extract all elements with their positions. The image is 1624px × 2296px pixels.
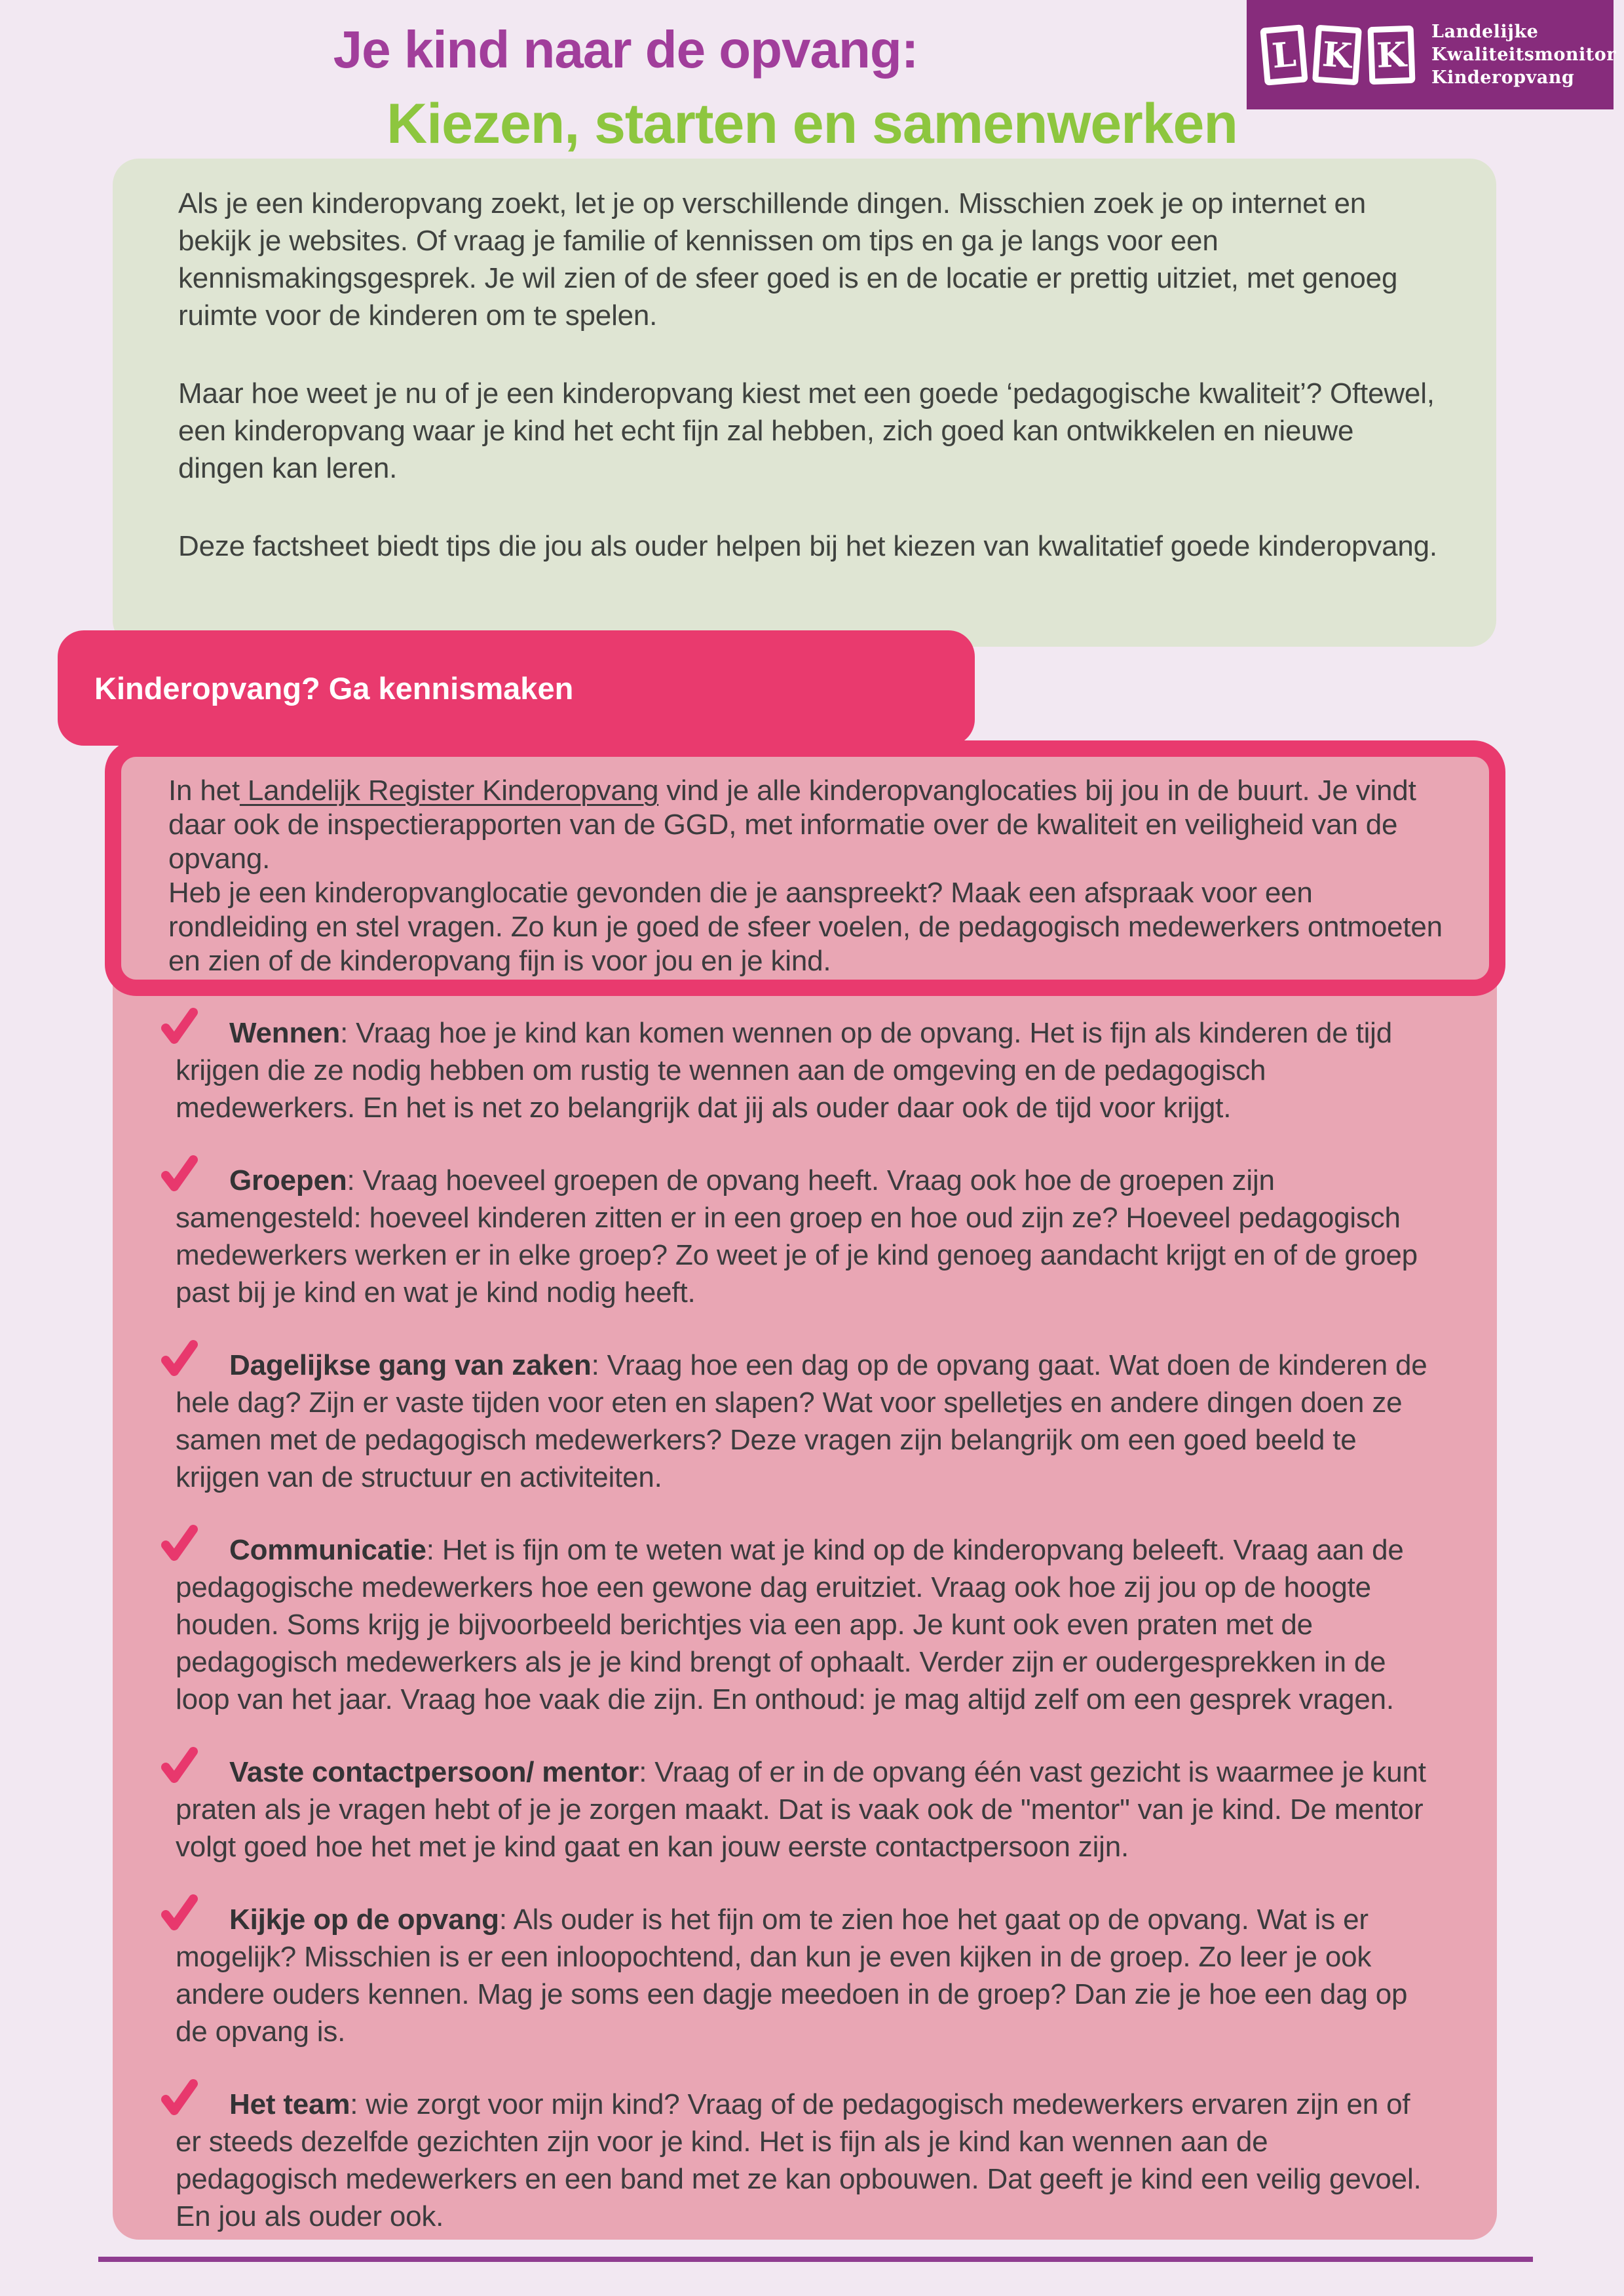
checklist-item-text: : Vraag hoe je kind kan komen wennen op de opvang. Het is fijn als kinderen de tijd krijgen die ze nodig hebben om rustig te wennen aan de omgeving en de pedagogisch medewerkers. En het is net zo belangrijk dat jij als ouder daar ook de tijd voor krijgt.	[176, 1017, 1393, 1124]
register-text-prefix: In het	[168, 775, 240, 807]
checkmark-icon	[160, 1154, 199, 1195]
checklist-item-text: : Vraag hoe een dag op de opvang gaat. Wat doen de kinderen de hele dag? Zijn er vaste tijden voor eten en slapen? Wat voor spelletjes en andere dingen doen ze samen met de pedagogisch medewerkers? Deze vragen zijn belangrijk om een goed beeld te krijgen van de structuur en activiteiten.	[176, 1349, 1427, 1493]
intro-paragraph-3: Deze factsheet biedt tips die jou als ouder helpen bij het kiezen van kwalitatief goede kinderopvang.	[178, 530, 1437, 562]
logo-letter-box-k2: K	[1367, 25, 1415, 84]
register-link[interactable]: Landelijk Register Kinderopvang	[239, 775, 659, 807]
checklist-item-text: : Het is fijn om te weten wat je kind op de kinderopvang beleeft. Vraag aan de pedagogische medewerkers hoe een gewone dag eruitziet. Vraag ook hoe zij jou op de hoogte houden. Soms krijg je bijvoorbeeld berichtjes via een app. Je kunt ook even praten met de pedagogisch medewerkers als je je kind brengt of ophaalt. Verder zijn er oudergesprekken in de loop van het jaar. Vraag hoe vaak die zijn. En onthoud: je mag altijd zelf om een gesprek vragen.	[176, 1534, 1404, 1715]
checklist-item-communicatie	[176, 1531, 1435, 1718]
checklist-item-label: Vaste contactpersoon/ mentor	[229, 1756, 639, 1788]
checklist-item-label: Wennen	[229, 1017, 341, 1049]
lkk-logo	[1247, 0, 1614, 109]
checklist-item-text: : wie zorgt voor mijn kind? Vraag of de pedagogisch medewerkers ervaren zijn en of er steeds dezelfde gezichten zijn voor je kind. Het is fijn als je kind kan wennen aan de pedagogisch medewerkers en een band met ze kan opbouwen. Dat geeft je kind een veilig gevoel. En jou als ouder ook.	[176, 2088, 1422, 2232]
logo-wordmark-line: Kinderopvang	[1431, 67, 1575, 88]
checkmark-icon	[160, 1339, 199, 1379]
checklist-item-vaste-contactpersoon	[176, 1753, 1435, 1866]
lkk-logo-letters	[1262, 26, 1414, 84]
checklist-item-label: Groepen	[229, 1164, 347, 1196]
footer-divider	[98, 2257, 1533, 2262]
checklist-item-label: Kijkje op de opvang	[229, 1904, 499, 1936]
checklist-item-label: Communicatie	[229, 1534, 426, 1566]
checklist-panel	[113, 957, 1497, 2240]
checklist-item-dagelijkse-gang	[176, 1347, 1435, 1496]
checklist-item-text: : Vraag of er in de opvang één vast gezicht is waarmee je kunt praten als je vragen hebt of je je zorgen maakt. Dat is vaak ook de "mentor" van je kind. De mentor volgt goed hoe het met je kind gaat en kan jouw eerste contactpersoon zijn.	[176, 1756, 1426, 1863]
checkmark-icon	[160, 1893, 199, 1934]
register-paragraph-2: Heb je een kinderopvanglocatie gevonden die je aanspreekt? Maak een afspraak voor een rondleiding en stel vragen. Zo kun je goed de sfeer voelen, de pedagogisch medewerkers ontmoeten en zien of de kinderopvang fijn is voor jou en je kind.	[168, 877, 1443, 977]
checkmark-icon	[160, 2078, 199, 2118]
section-tab-kennismaken	[58, 630, 975, 746]
checkmark-icon	[160, 1523, 199, 1564]
checkmark-icon	[160, 1746, 199, 1786]
register-text-after: vind je alle kinderopvanglocaties bij jou in de buurt. Je vindt daar ook de inspectierapporten van de GGD, met informatie over de kwaliteit en veiligheid van de opvang.	[168, 775, 1416, 875]
logo-wordmark	[1431, 20, 1616, 89]
checklist-item-label: Dagelijkse gang van zaken	[229, 1349, 592, 1381]
logo-letter-box-l: L	[1260, 24, 1308, 85]
intro-paragraph-1: Als je een kinderopvang zoekt, let je op verschillende dingen. Misschien zoek je op internet en bekijk je websites. Of vraag je familie of kennissen om tips en ga je langs voor een kennismakingsgesprek. Je wil zien of de sfeer goed is en de locatie er prettig uitziet, met genoeg ruimte voor de kinderen om te spelen.	[178, 187, 1398, 332]
register-paragraph-1	[168, 774, 1453, 876]
page-subtitle: Kiezen, starten en samenwerken	[387, 92, 1237, 155]
page-title: Je kind naar de opvang:	[333, 20, 918, 79]
checklist-item-wennen	[176, 1014, 1435, 1126]
checklist-item-label: Het team	[229, 2088, 350, 2120]
intro-paragraph-2: Maar hoe weet je nu of je een kinderopvang kiest met een goede ‘pedagogische kwaliteit’? Oftewel, een kinderopvang waar je kind het echt fijn zal hebben, zich goed kan ontwikkelen en nieuwe dingen kan leren.	[178, 377, 1435, 484]
checklist-item-text: : Vraag hoeveel groepen de opvang heeft. Vraag ook hoe de groepen zijn samengesteld: hoeveel kinderen zitten er in een groep en hoe oud zijn ze? Hoeveel pedagogisch medewerkers werken er in elke groep? Zo weet je of je kind genoeg aandacht krijgt en of de groep past bij je kind en wat je kind nodig heeft.	[176, 1164, 1418, 1309]
checklist-item-het-team	[176, 2086, 1435, 2235]
checklist-item-text: : Als ouder is het fijn om te zien hoe het gaat op de opvang. Wat is er mogelijk? Misschien is er een inloopochtend, dan kun je even kijken in de groep. Zo leer je ook andere ouders kennen. Mag je soms een dagje meedoen in de groep? Dan zie je hoe een dag op de opvang is.	[176, 1904, 1408, 2048]
logo-letter-box-k1: K	[1312, 24, 1362, 85]
register-info-box	[105, 740, 1505, 996]
section-tab-label: Kinderopvang? Ga kennismaken	[94, 670, 574, 706]
checkmark-icon	[160, 1006, 199, 1047]
logo-wordmark-line: Kwaliteitsmonitor	[1431, 45, 1616, 65]
checklist-item-kijkje	[176, 1901, 1435, 2050]
checklist-item-groepen	[176, 1162, 1435, 1311]
logo-wordmark-line: Landelijke	[1431, 22, 1539, 42]
intro-panel	[113, 159, 1496, 647]
